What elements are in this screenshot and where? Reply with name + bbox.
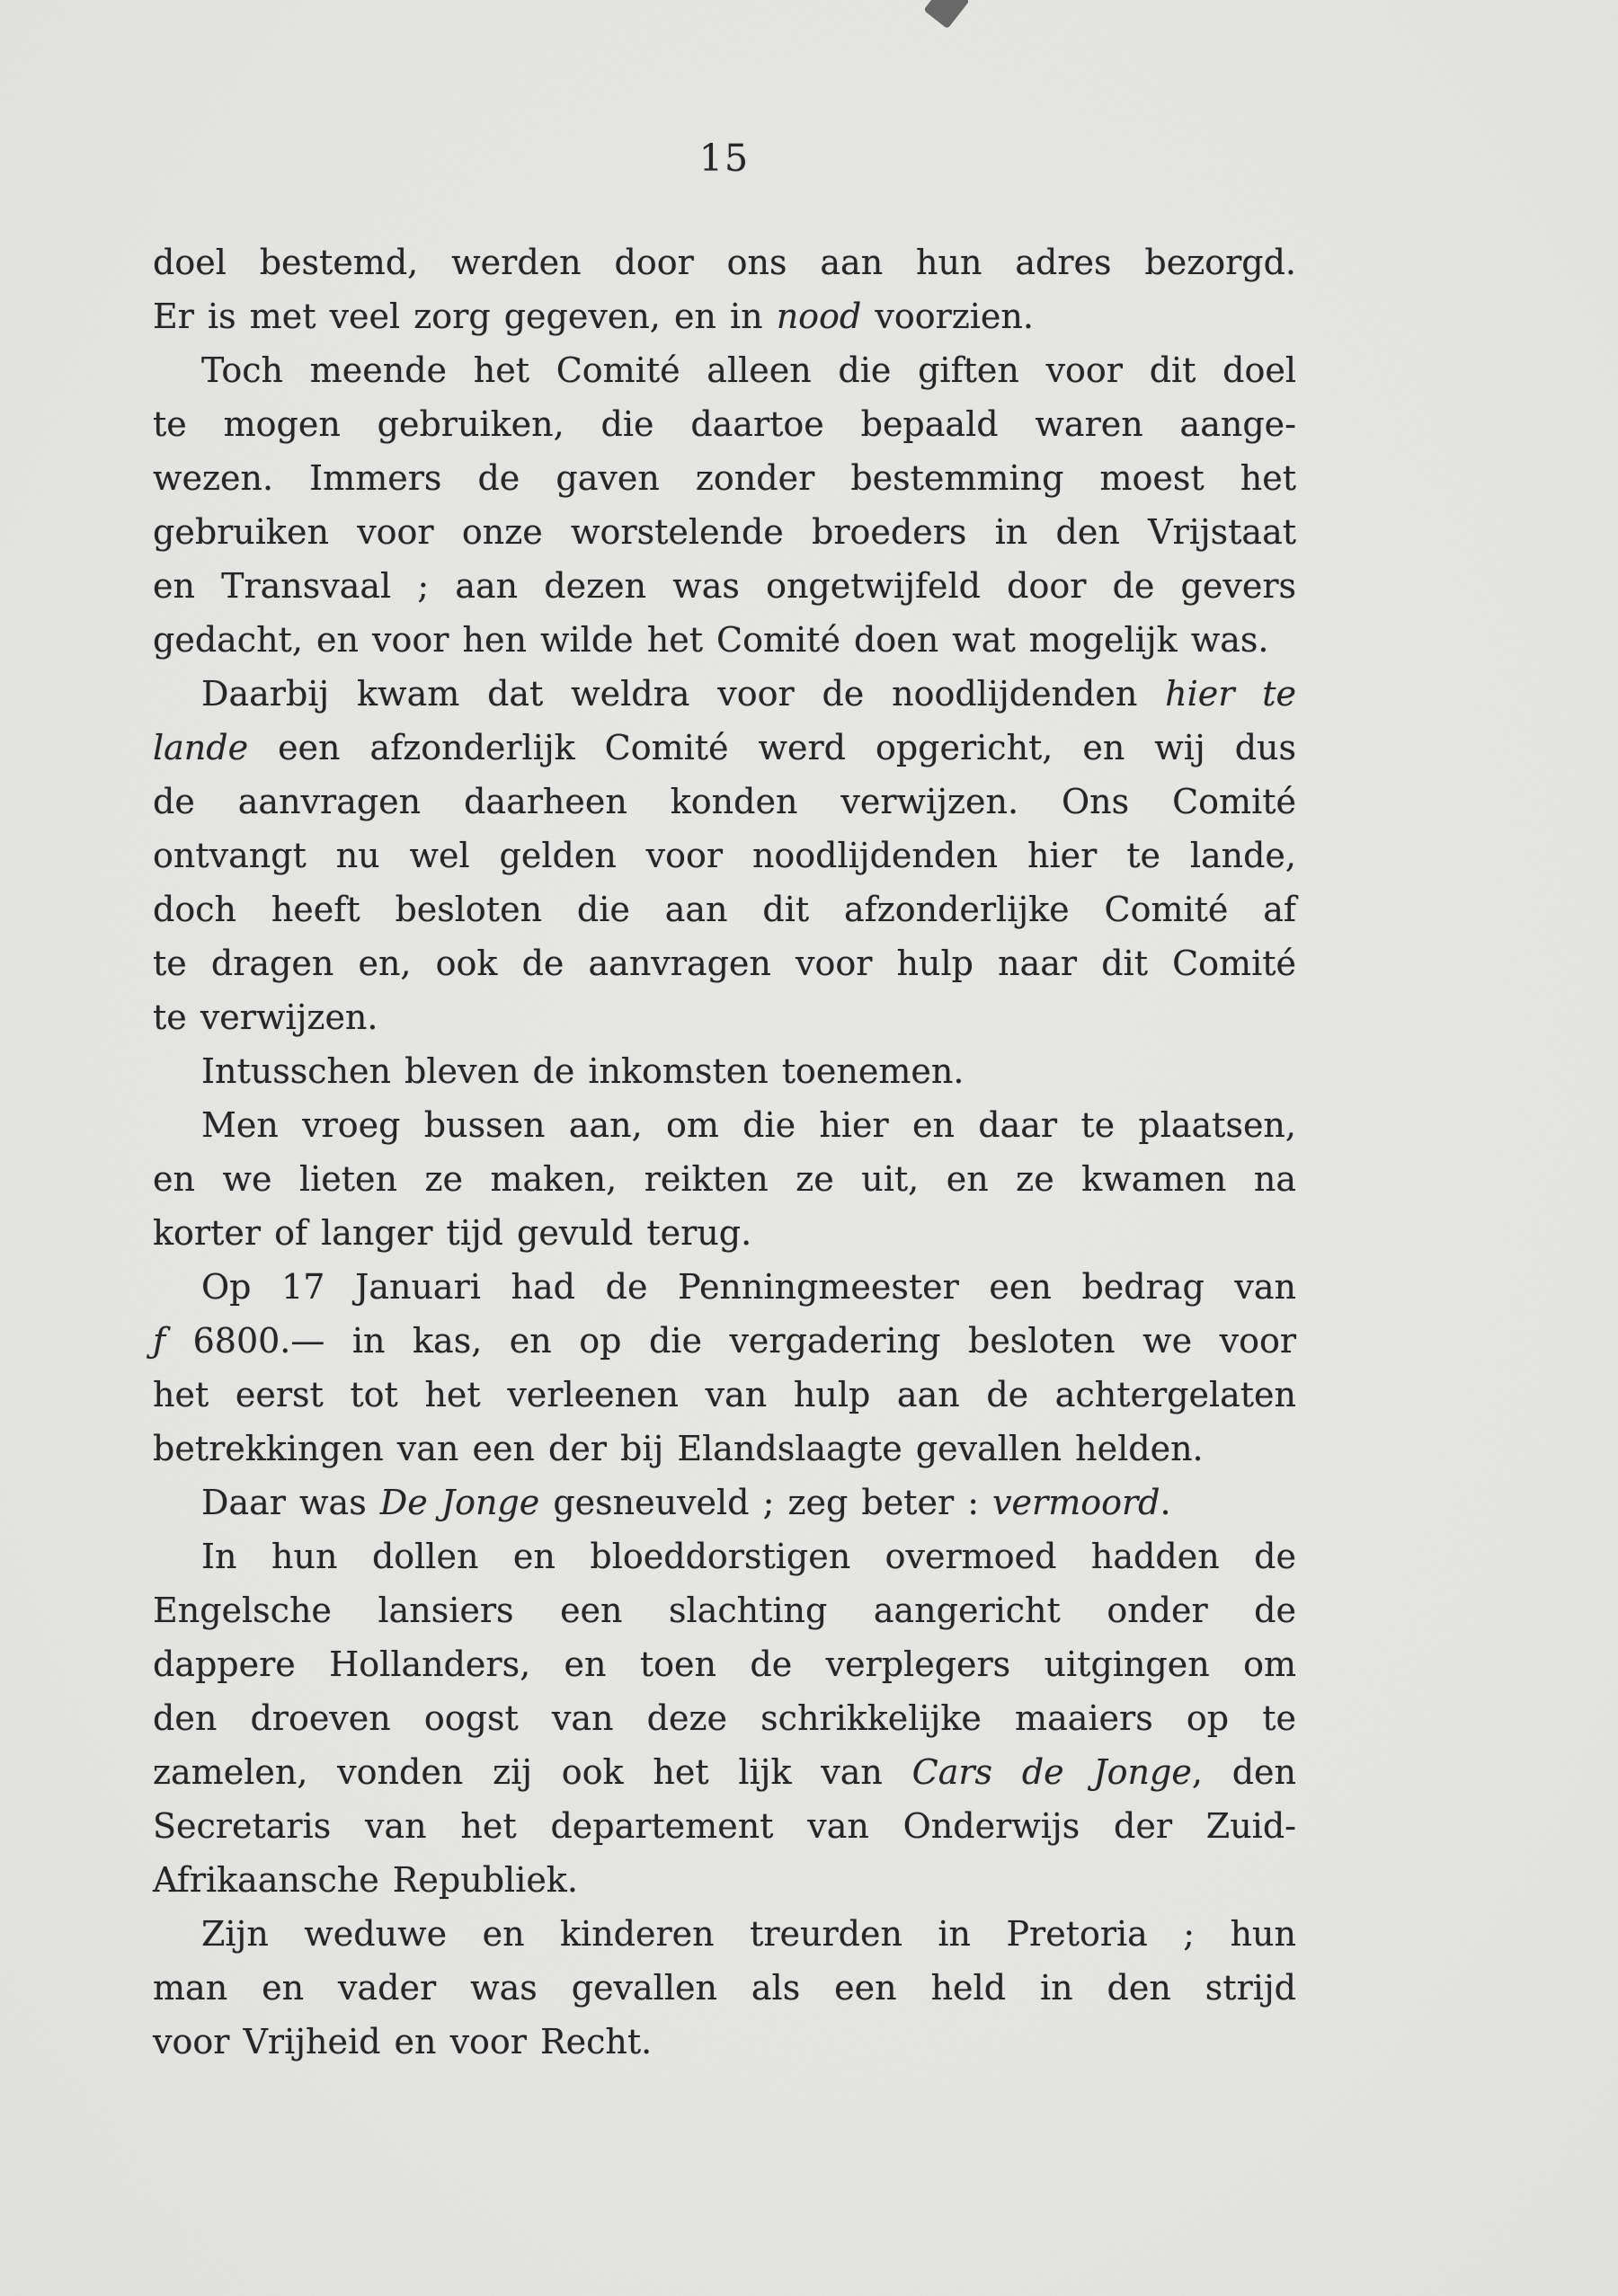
text-run: wezen. Immers de gaven zonder bestemming moest het bbox=[153, 458, 1296, 498]
paragraph bbox=[153, 235, 1296, 343]
text-run: doel bestemd, werden door ons aan hun adres bezorgd. bbox=[153, 243, 1296, 282]
text-line bbox=[153, 1368, 1296, 1422]
text-run: te verwijzen. bbox=[153, 997, 378, 1037]
text-run: Afrikaansche Republiek. bbox=[153, 1860, 578, 1900]
paragraph bbox=[153, 343, 1296, 667]
text-run: het eerst tot het verleenen van hulp aan de achtergelaten bbox=[153, 1375, 1296, 1414]
text-run: Daar was bbox=[201, 1483, 380, 1522]
text-line bbox=[153, 1853, 1296, 1907]
text-line bbox=[153, 882, 1296, 936]
italic-run: nood bbox=[776, 297, 862, 336]
text-line bbox=[153, 775, 1296, 829]
text-line bbox=[153, 1583, 1296, 1637]
text-run: Daarbij kwam dat weldra voor de noodlijdenden bbox=[201, 674, 1166, 714]
text-run: doch heeft besloten die aan dit afzonderlijke Comité af bbox=[153, 890, 1296, 929]
text-run: Engelsche lansiers een slachting aangericht onder de bbox=[153, 1591, 1296, 1630]
italic-run: lande bbox=[153, 728, 249, 767]
text-run: Zijn weduwe en kinderen treurden in Pretoria ; hun bbox=[201, 1914, 1296, 1954]
paragraph bbox=[153, 1529, 1296, 1907]
text-run: korter of langer tijd gevuld terug. bbox=[153, 1213, 752, 1253]
text-run: gedacht, en voor hen wilde het Comité doen wat mogelijk was. bbox=[153, 620, 1269, 660]
text-line bbox=[153, 1799, 1296, 1853]
text-run: voor Vrijheid en voor Recht. bbox=[153, 2022, 653, 2061]
text-line bbox=[153, 1206, 1296, 1260]
italic-run: De Jonge bbox=[379, 1483, 540, 1522]
text-run: . bbox=[1160, 1483, 1171, 1522]
text-run: en we lieten ze maken, reikten ze uit, en ze kwamen na bbox=[153, 1159, 1296, 1199]
italic-run: hier te bbox=[1165, 674, 1296, 714]
text-line bbox=[153, 990, 1296, 1044]
text-line bbox=[153, 1637, 1296, 1691]
text-line bbox=[153, 613, 1296, 667]
text-run: een afzonderlijk Comité werd opgericht, en wij dus bbox=[248, 728, 1296, 767]
text-line bbox=[153, 1314, 1296, 1368]
paragraph bbox=[153, 1476, 1296, 1529]
text-run: Secretaris van het departement van Onderwijs der Zuid- bbox=[153, 1806, 1296, 1846]
text-run: en Transvaal ; aan dezen was ongetwijfeld door de gevers bbox=[153, 566, 1296, 606]
text-run: man en vader was gevallen als een held in den strijd bbox=[153, 1968, 1296, 2008]
page-number: 15 bbox=[698, 137, 751, 180]
paragraph bbox=[153, 1907, 1296, 2069]
text-line bbox=[153, 1260, 1296, 1314]
text-line bbox=[153, 559, 1296, 613]
text-line bbox=[153, 1152, 1296, 1206]
italic-run: ƒ bbox=[153, 1321, 166, 1361]
text-run: te dragen en, ook de aanvragen voor hulp naar dit Comité bbox=[153, 944, 1296, 983]
text-run: gesneuveld ; zeg beter : bbox=[539, 1483, 993, 1522]
text-run: den droeven oogst van deze schrikkelijke maaiers op te bbox=[153, 1698, 1296, 1738]
text-line bbox=[153, 1476, 1296, 1529]
text-line bbox=[153, 397, 1296, 451]
italic-run: Cars de Jonge bbox=[911, 1752, 1192, 1792]
text-line bbox=[153, 721, 1296, 775]
text-line bbox=[153, 1907, 1296, 1961]
text-line bbox=[153, 1422, 1296, 1476]
text-line bbox=[153, 343, 1296, 397]
text-run: , den bbox=[1191, 1752, 1296, 1792]
paragraph bbox=[153, 667, 1296, 1044]
text-line bbox=[153, 936, 1296, 990]
text-run: te mogen gebruiken, die daartoe bepaald waren aange- bbox=[153, 404, 1296, 444]
text-run: Men vroeg bussen aan, om die hier en daar te plaatsen, bbox=[201, 1105, 1296, 1145]
text-line bbox=[153, 451, 1296, 505]
text-line bbox=[153, 667, 1296, 721]
scan-artifact-mark bbox=[923, 0, 969, 29]
text-run: de aanvragen daarheen konden verwijzen. Ons Comité bbox=[153, 782, 1296, 821]
paragraph bbox=[153, 1044, 1296, 1098]
text-run: Toch meende het Comité alleen die giften voor dit doel bbox=[201, 350, 1296, 390]
text-run: Intusschen bleven de inkomsten toenemen. bbox=[201, 1051, 965, 1091]
text-run: ontvangt nu wel gelden voor noodlijdenden hier te lande, bbox=[153, 836, 1296, 875]
text-line bbox=[153, 1691, 1296, 1745]
text-line bbox=[153, 1098, 1296, 1152]
text-line bbox=[153, 1044, 1296, 1098]
text-line bbox=[153, 1961, 1296, 2015]
text-run: In hun dollen en bloeddorstigen overmoed hadden de bbox=[201, 1537, 1296, 1576]
text-line bbox=[153, 2015, 1296, 2069]
text-run: betrekkingen van een der bij Elandslaagte gevallen helden. bbox=[153, 1429, 1204, 1468]
text-block bbox=[153, 235, 1296, 2069]
text-line bbox=[153, 1529, 1296, 1583]
italic-run: vermoord bbox=[992, 1483, 1160, 1522]
text-run: 6800.— in kas, en op die vergadering besloten we voor bbox=[165, 1321, 1296, 1361]
text-run: dappere Hollanders, en toen de verplegers uitgingen om bbox=[153, 1644, 1296, 1684]
text-run: zamelen, vonden zij ook het lijk van bbox=[153, 1752, 912, 1792]
text-run: Er is met veel zorg gegeven, en in bbox=[153, 297, 777, 336]
text-run: Op 17 Januari had de Penningmeester een bedrag van bbox=[201, 1267, 1296, 1307]
text-line bbox=[153, 829, 1296, 882]
paragraph bbox=[153, 1260, 1296, 1476]
text-run: voorzien. bbox=[861, 297, 1034, 336]
text-run: gebruiken voor onze worstelende broeders in den Vrijstaat bbox=[153, 512, 1296, 552]
text-line bbox=[153, 1745, 1296, 1799]
paragraph bbox=[153, 1098, 1296, 1260]
text-line bbox=[153, 235, 1296, 289]
text-line bbox=[153, 289, 1296, 343]
text-line bbox=[153, 505, 1296, 559]
